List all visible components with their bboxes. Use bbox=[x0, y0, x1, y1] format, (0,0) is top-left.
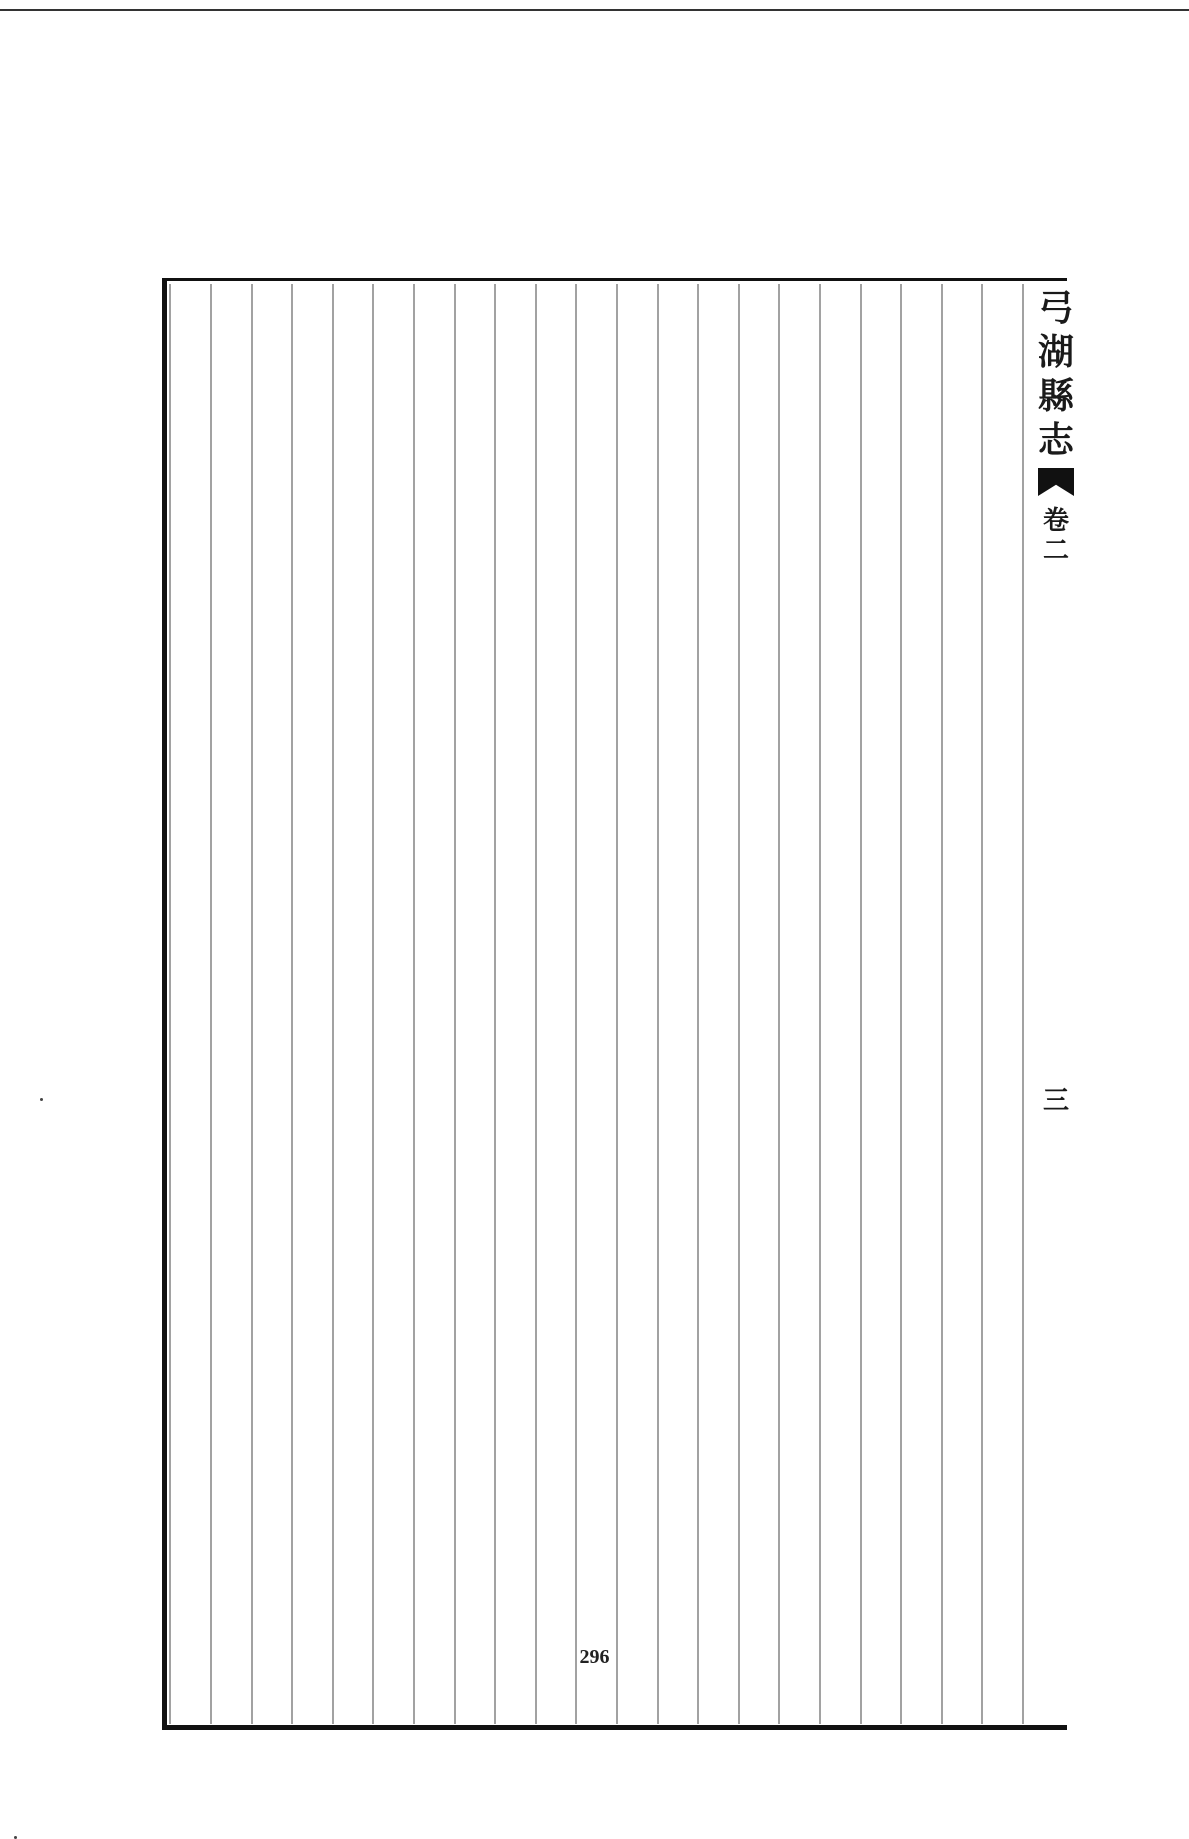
marginal-character: 縣 bbox=[1037, 375, 1074, 417]
marginal-volume bbox=[1030, 506, 1082, 566]
marginal-character: 三 bbox=[1042, 1086, 1069, 1116]
text-column bbox=[496, 284, 540, 1724]
marginal-character: 卷 bbox=[1042, 506, 1069, 536]
marginal-folio-number bbox=[1030, 1086, 1082, 1116]
text-column bbox=[456, 284, 500, 1724]
text-column bbox=[821, 284, 865, 1724]
text-columns bbox=[162, 278, 1075, 1730]
text-column bbox=[618, 284, 662, 1724]
text-column bbox=[171, 284, 215, 1724]
text-column bbox=[659, 284, 703, 1724]
marginal-title-column bbox=[1030, 286, 1082, 1721]
text-column bbox=[740, 284, 784, 1724]
text-column bbox=[334, 284, 378, 1724]
marginal-character: 志 bbox=[1037, 419, 1074, 461]
marginal-title bbox=[1030, 286, 1082, 462]
text-column bbox=[862, 284, 906, 1724]
page-number: 296 bbox=[579, 1646, 610, 1668]
fishtail-ornament bbox=[1038, 468, 1074, 496]
text-column bbox=[780, 284, 824, 1724]
text-block bbox=[162, 278, 1075, 1730]
text-column bbox=[983, 284, 1027, 1724]
stray-ink-dot bbox=[40, 1098, 43, 1101]
text-column bbox=[293, 284, 337, 1724]
text-column bbox=[699, 284, 743, 1724]
text-column bbox=[902, 284, 946, 1724]
marginal-character: 二 bbox=[1042, 536, 1069, 566]
text-column bbox=[415, 284, 459, 1724]
text-column bbox=[537, 284, 581, 1724]
top-border-rule bbox=[0, 9, 1189, 11]
marginal-character: 湖 bbox=[1037, 331, 1074, 373]
text-column bbox=[577, 284, 621, 1724]
column-rule bbox=[169, 284, 171, 1724]
text-column bbox=[212, 284, 256, 1724]
text-column bbox=[374, 284, 418, 1724]
text-column bbox=[943, 284, 987, 1724]
text-column bbox=[253, 284, 297, 1724]
marginal-character: 弓 bbox=[1037, 287, 1074, 329]
